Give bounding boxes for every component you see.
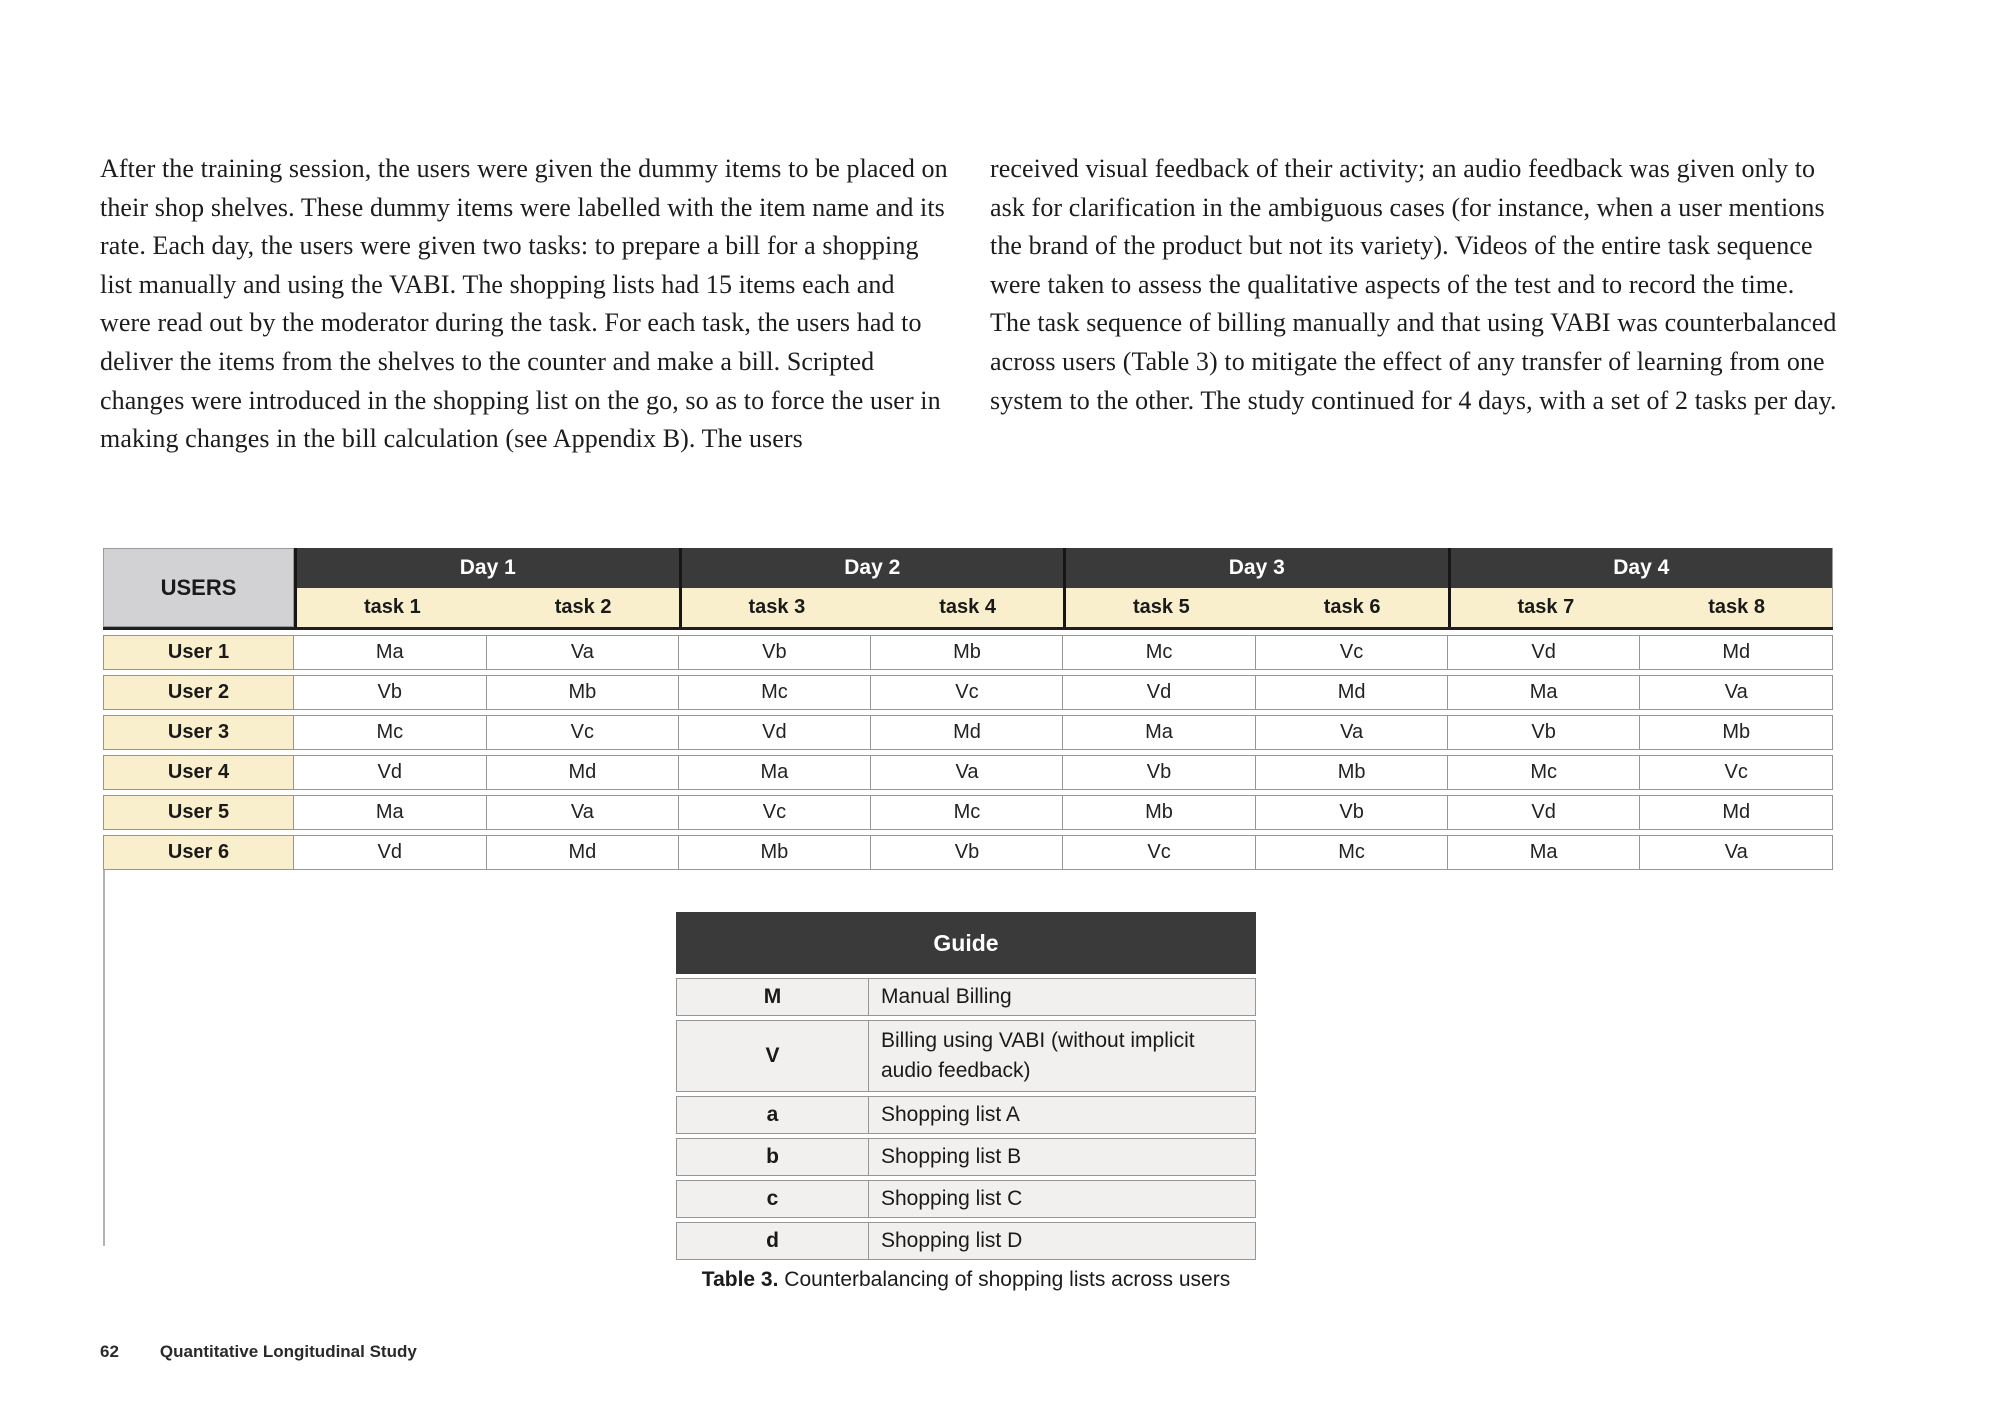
page-number: 62: [100, 1342, 119, 1361]
guide-row: [676, 978, 1256, 1016]
cell-user2-task2: Mb: [487, 675, 680, 710]
cell-user5-task3: Vc: [678, 795, 872, 830]
cell-user6-task4: Vb: [871, 835, 1064, 870]
task-6-header: task 6: [1323, 596, 1381, 618]
guide-table: [676, 912, 1256, 1260]
cell-user5-task6: Vb: [1256, 795, 1449, 830]
day-group-3: [1063, 548, 1448, 627]
cell-user1-task1: Ma: [294, 635, 487, 670]
cell-user1-task4: Mb: [871, 635, 1064, 670]
cell-user4-task1: Vd: [294, 755, 487, 790]
cell-user2-task5: Vd: [1062, 675, 1256, 710]
cell-user4-task3: Ma: [678, 755, 872, 790]
cell-user6-task1: Vd: [294, 835, 487, 870]
cell-user3-task8: Mb: [1640, 715, 1833, 750]
counterbalancing-table: [103, 548, 1833, 870]
caption-text: Counterbalancing of shopping lists across users: [784, 1268, 1231, 1291]
guide-row: [676, 1020, 1256, 1092]
user-3-label: User 3: [103, 715, 294, 750]
task-8-header: task 8: [1708, 596, 1765, 618]
cell-user2-task4: Vc: [871, 675, 1064, 710]
table-header: [103, 548, 1833, 630]
guide-desc-m: Manual Billing: [869, 978, 1256, 1016]
user-2-label: User 2: [103, 675, 294, 710]
guide-row: [676, 1222, 1256, 1260]
caption-label: Table 3.: [701, 1268, 779, 1291]
cell-user4-task7: Mc: [1447, 755, 1641, 790]
task-4-header: task 4: [939, 596, 996, 618]
cell-user2-task8: Va: [1640, 675, 1833, 710]
cell-user2-task6: Md: [1256, 675, 1449, 710]
guide-desc-d: Shopping list D: [869, 1222, 1256, 1260]
task-1-header: task 1: [364, 596, 421, 618]
cell-user6-task6: Mc: [1256, 835, 1449, 870]
cell-user4-task2: Md: [487, 755, 680, 790]
cell-user4-task6: Mb: [1256, 755, 1449, 790]
guide-key-a: a: [676, 1096, 869, 1134]
guide-row: [676, 1096, 1256, 1134]
cell-user5-task5: Mb: [1062, 795, 1256, 830]
cell-user2-task1: Vb: [294, 675, 487, 710]
cell-user4-task5: Vb: [1062, 755, 1256, 790]
cell-user6-task8: Va: [1640, 835, 1833, 870]
table-row: [103, 795, 1833, 830]
user-5-label: User 5: [103, 795, 294, 830]
cell-user3-task2: Vc: [487, 715, 680, 750]
cell-user5-task4: Mc: [871, 795, 1064, 830]
day-group-1: [294, 548, 679, 627]
user-4-label: User 4: [103, 755, 294, 790]
cell-user6-task7: Ma: [1447, 835, 1641, 870]
table-row: [103, 755, 1833, 790]
body-paragraph-left: After the training session, the users were given the dummy items to be placed on their shop shelves. These dummy items were labelled with the item name and its rate. Each day, the users were given two tasks: to prepare a bill for a shopping list manually and using the VABI. The shopping lists had 15 items each and were read out by the moderator during the task. For each task, the users had to deliver the items from the shelves to the counter and make a bill. Scripted changes were introduced in the shopping list on the go, so as to force the user in making changes in the bill calculation (see Appendix B). The users: [100, 154, 948, 454]
users-corner-cell: USERS: [103, 548, 294, 627]
body-paragraph-right: received visual feedback of their activity; an audio feedback was given only to ask for clarification in the ambiguous cases (for instance, when a user mentions the brand of the product but not its variety). Videos of the entire task sequence were taken to assess the qualitative aspects of the test and to record the time. The task sequence of billing manually and that using VABI was counterbalanced across users (Table 3) to mitigate the effect of any transfer of learning from one system to the other. The study continued for 4 days, with a set of 2 tasks per day.: [990, 154, 1837, 415]
guide-desc-c: Shopping list C: [869, 1180, 1256, 1218]
cell-user1-task8: Md: [1640, 635, 1833, 670]
page-footer: [100, 1342, 417, 1362]
cell-user1-task3: Vb: [678, 635, 872, 670]
cell-user3-task7: Vb: [1447, 715, 1641, 750]
guide-key-c: c: [676, 1180, 869, 1218]
guide-desc-a: Shopping list A: [869, 1096, 1256, 1134]
guide-desc-b: Shopping list B: [869, 1138, 1256, 1176]
cell-user2-task7: Ma: [1447, 675, 1641, 710]
cell-user5-task1: Ma: [294, 795, 487, 830]
cell-user3-task5: Ma: [1062, 715, 1256, 750]
cell-user4-task8: Vc: [1640, 755, 1833, 790]
day-4-header: Day 4: [1451, 548, 1833, 588]
cell-user5-task7: Vd: [1447, 795, 1641, 830]
table-row: [103, 835, 1833, 870]
cell-user6-task2: Md: [487, 835, 680, 870]
guide-row: [676, 1180, 1256, 1218]
table-row: [103, 675, 1833, 710]
task-3-header: task 3: [748, 596, 806, 618]
guide-key-v: V: [676, 1020, 869, 1092]
table-row: [103, 635, 1833, 670]
table-left-edge-line: [103, 870, 105, 1246]
day-3-header: Day 3: [1066, 548, 1448, 588]
task-5-header: task 5: [1133, 596, 1190, 618]
table-row: [103, 715, 1833, 750]
cell-user4-task4: Va: [871, 755, 1064, 790]
cell-user1-task5: Mc: [1062, 635, 1256, 670]
cell-user6-task3: Mb: [678, 835, 872, 870]
guide-key-d: d: [676, 1222, 869, 1260]
day-1-header: Day 1: [297, 548, 679, 588]
cell-user6-task5: Vc: [1062, 835, 1256, 870]
user-6-label: User 6: [103, 835, 294, 870]
cell-user3-task4: Md: [871, 715, 1064, 750]
running-title: Quantitative Longitudinal Study: [159, 1342, 417, 1361]
day-group-4: [1448, 548, 1834, 627]
cell-user1-task7: Vd: [1447, 635, 1641, 670]
day-group-2: [679, 548, 1064, 627]
cell-user5-task8: Md: [1640, 795, 1833, 830]
task-7-header: task 7: [1517, 596, 1575, 618]
cell-user3-task1: Mc: [294, 715, 487, 750]
cell-user1-task6: Vc: [1256, 635, 1449, 670]
user-1-label: User 1: [103, 635, 294, 670]
guide-row: [676, 1138, 1256, 1176]
guide-key-b: b: [676, 1138, 869, 1176]
cell-user5-task2: Va: [487, 795, 680, 830]
table-caption: [376, 1268, 1556, 1292]
cell-user3-task6: Va: [1256, 715, 1449, 750]
guide-key-m: M: [676, 978, 869, 1016]
task-2-header: task 2: [554, 596, 612, 618]
cell-user3-task3: Vd: [678, 715, 872, 750]
guide-desc-v: Billing using VABI (without implicit audio feedback): [869, 1020, 1256, 1092]
day-2-header: Day 2: [682, 548, 1064, 588]
cell-user2-task3: Mc: [678, 675, 872, 710]
guide-table-title: Guide: [676, 912, 1256, 974]
cell-user1-task2: Va: [487, 635, 680, 670]
